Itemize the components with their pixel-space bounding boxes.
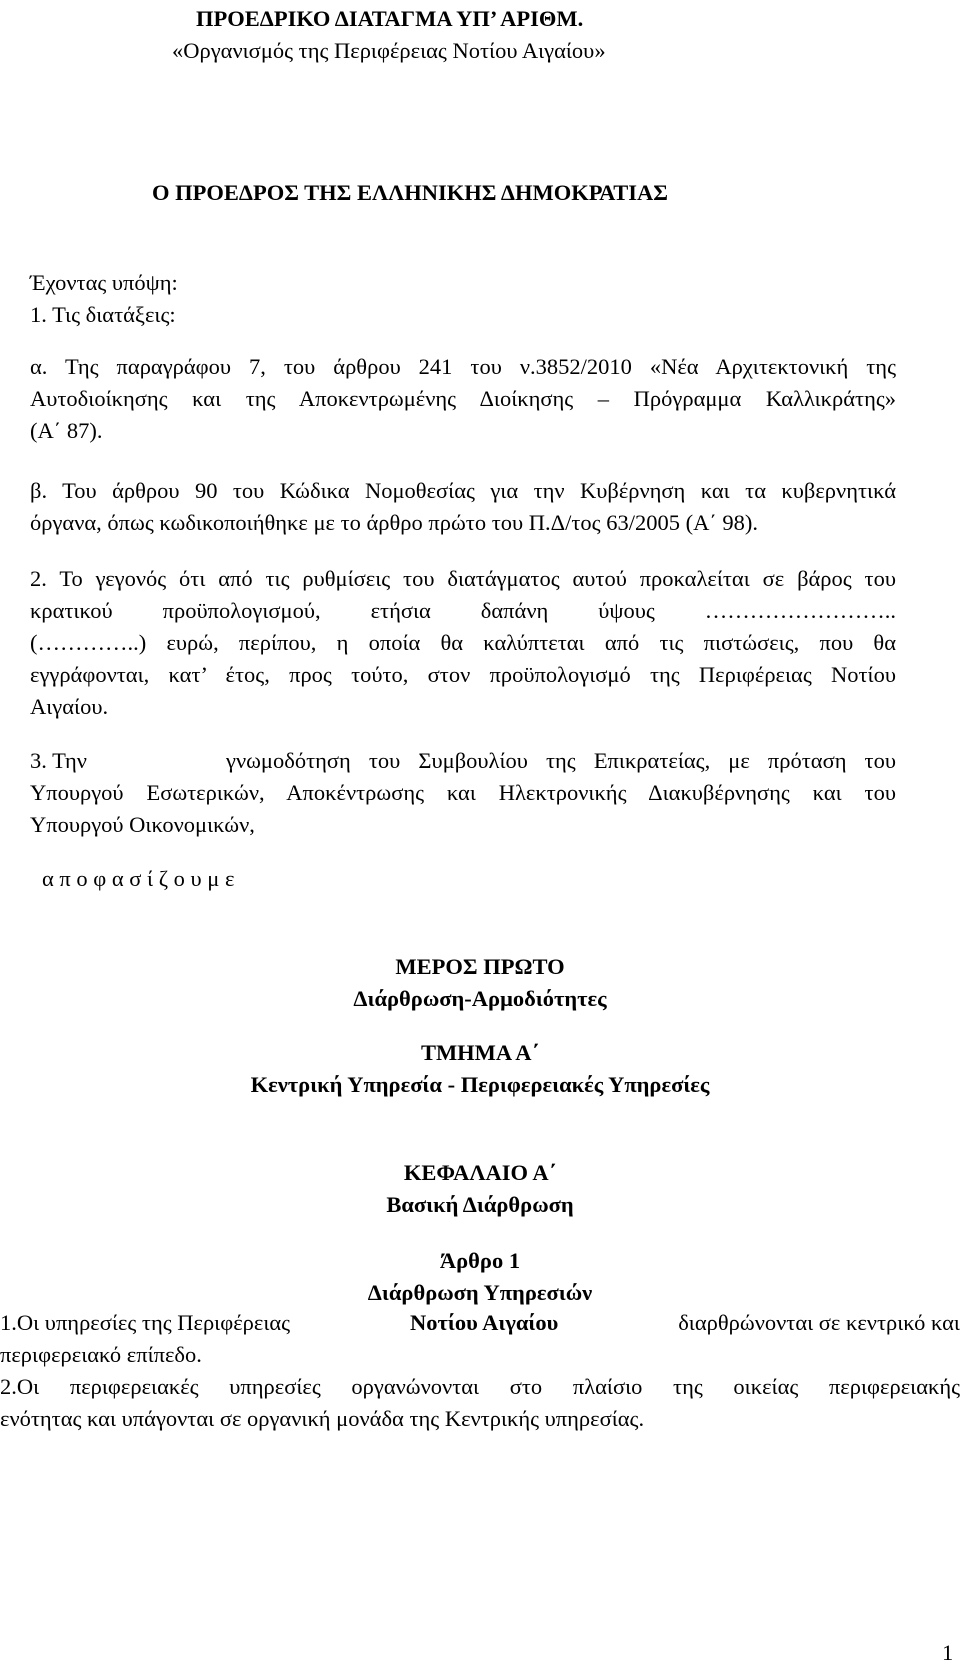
item-b-line1: β. Του άρθρου 90 του Κώδικα Νομοθεσίας για την Κυβέρνηση και τα κυβερνητικά [30, 478, 896, 503]
item-b-line2: όργανα, όπως κωδικοποιήθηκε με το άρθρο πρώτο του Π.Δ/τος 63/2005 (Α΄ 98). [30, 510, 759, 535]
decree-title: ΠΡΟΕΔΡΙΚΟ ΔΙΑΤΑΓΜΑ ΥΠ’ ΑΡΙΘΜ. [196, 6, 584, 31]
decree-subtitle: «Οργανισμός της Περιφέρειας Νοτίου Αιγαίου» [172, 38, 606, 63]
having-regard: Έχοντας υπόψη: [30, 270, 178, 295]
item-2-line2: κρατικού προϋπολογισμού, ετήσια δαπάνη ύψους …………………….. [30, 598, 896, 623]
section-subtitle: Κεντρική Υπηρεσία - Περιφερειακές Υπηρεσίες [250, 1072, 710, 1097]
page-number: 1 [942, 1640, 954, 1665]
decide-statement: α π ο φ α σ ί ζ ο υ μ ε [42, 866, 235, 891]
item-a-line3: (Α΄ 87). [30, 418, 103, 443]
item-1: 1. Τις διατάξεις: [30, 302, 176, 327]
part-subtitle: Διάρθρωση-Αρμοδιότητες [353, 986, 607, 1011]
article-paragraph-1-line2: περιφερειακό επίπεδο. [0, 1342, 202, 1367]
p1-text-b: διαρθρώνονται σε κεντρικό και [678, 1310, 960, 1335]
item-3-line3: Υπουργού Οικονομικών, [30, 812, 255, 837]
item-a-line2: Αυτοδιοίκησης και της Αποκεντρωμένης Διοίκησης – Πρόγραμμα Καλλικράτης» [30, 386, 896, 411]
item-2-line4: εγγράφονται, κατ’ έτος, προς τούτο, στον προϋπολογισμό της Περιφέρειας Νοτίου [30, 662, 896, 687]
item-3-line2: Υπουργού Εσωτερικών, Αποκέντρωσης και Ηλεκτρονικής Διακυβέρνησης και του [30, 780, 896, 805]
president-heading: Ο ΠΡΟΕΔΡΟΣ ΤΗΣ ΕΛΛΗΝΙΚΗΣ ΔΗΜΟΚΡΑΤΙΑΣ [152, 180, 668, 205]
item-a-line1: α. Της παραγράφου 7, του άρθρου 241 του ν.3852/2010 «Νέα Αρχιτεκτονική της [30, 354, 896, 379]
article-title: Άρθρο 1 [439, 1248, 521, 1273]
article-paragraph-2-line1: 2.Οι περιφερειακές υπηρεσίες οργανώνονται στο πλαίσιο της οικείας περιφερειακής [0, 1374, 960, 1399]
section-title: ΤΜΗΜΑ Α΄ [420, 1040, 540, 1065]
p1-bold: Νοτίου Αιγαίου [409, 1310, 559, 1335]
item-2-line1: 2. Το γεγονός ότι από τις ρυθμίσεις του διατάγματος αυτού προκαλείται σε βάρος του [30, 566, 896, 591]
article-paragraph-2-line2: ενότητας και υπάγονται σε οργανική μονάδα της Κεντρικής υπηρεσίας. [0, 1406, 645, 1431]
item-2-line5: Αιγαίου. [30, 694, 109, 719]
chapter-title: ΚΕΦΑΛΑΙΟ Α΄ [403, 1160, 557, 1185]
article-subtitle: Διάρθρωση Υπηρεσιών [367, 1280, 593, 1305]
p1-text-a: 1.Οι υπηρεσίες της Περιφέρειας [0, 1310, 291, 1335]
part-title: ΜΕΡΟΣ ΠΡΩΤΟ [395, 954, 565, 979]
item-3-prefix: 3. Την [30, 748, 87, 773]
chapter-subtitle: Βασική Διάρθρωση [386, 1192, 574, 1217]
item-2-line3: (…………..) ευρώ, περίπου, η οποία θα καλύπτεται από τις πιστώσεις, που θα [30, 630, 896, 655]
item-3-line1: γνωμοδότηση του Συμβουλίου της Επικρατείας, με πρόταση του [226, 748, 896, 773]
